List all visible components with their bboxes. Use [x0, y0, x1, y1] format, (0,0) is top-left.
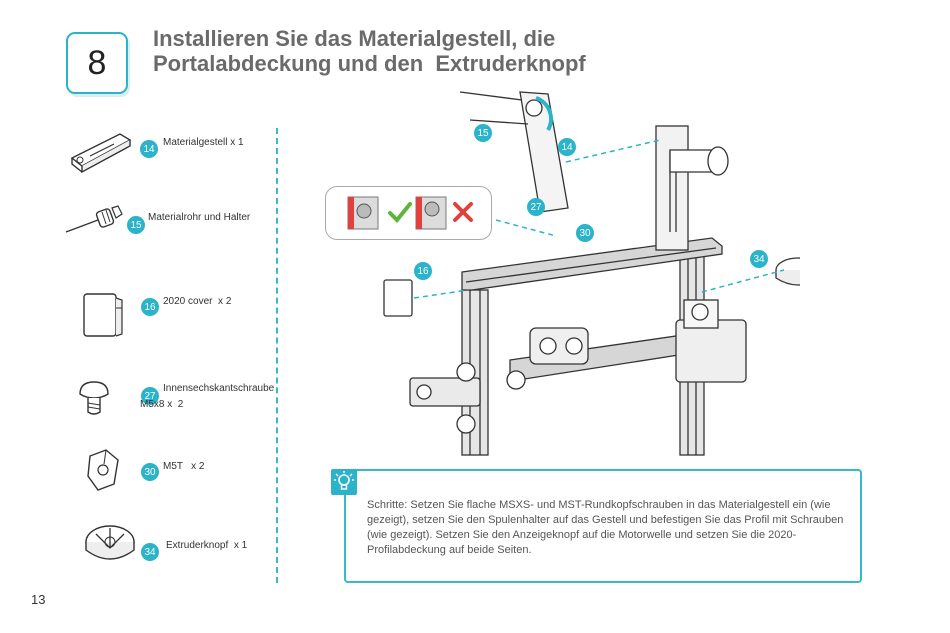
callout-27: 27: [527, 198, 545, 216]
profile-cover-icon: [80, 288, 128, 342]
callout-15: 15: [474, 124, 492, 142]
hex-screw-icon: [74, 376, 122, 418]
part-badge-15: 15: [127, 216, 145, 234]
check-icon: [388, 201, 412, 223]
part-label-30: M5T x 2: [163, 461, 205, 472]
orientation-check-inset: [325, 186, 492, 240]
part-badge-14: 14: [140, 140, 158, 158]
cross-icon: [452, 201, 474, 223]
callout-14: 14: [558, 138, 576, 156]
callout-30: 30: [576, 224, 594, 242]
title-line-1: Installieren Sie das Materialgestell, die: [153, 26, 556, 51]
page-number: 13: [31, 592, 46, 607]
part-label-34: Extruderknopf x 1: [166, 540, 248, 551]
part-badge-16: 16: [141, 298, 159, 316]
page-title: [153, 26, 713, 76]
part-label-16: 2020 cover x 2: [163, 296, 232, 307]
part-label-27: Innensechskantschraube: [163, 383, 275, 394]
part-label-14: Materialgestell x 1: [163, 137, 244, 148]
spool-holder-icon: [68, 128, 134, 178]
part-badge-34: 34: [141, 543, 159, 561]
part-label-27-size: M5x8 x 2: [140, 399, 184, 410]
lightbulb-icon: [331, 469, 357, 495]
title-line-2: Portalabdeckung und den Extruderknopf: [153, 51, 586, 76]
extruder-knob-icon: [82, 520, 140, 568]
callout-34: 34: [750, 250, 768, 268]
callout-16: 16: [414, 262, 432, 280]
t-nut-icon: [84, 446, 124, 492]
printer-assembly-illustration: [300, 80, 800, 460]
tip-text: Schritte: Setzen Sie flache MSXS- und MST-Rundkopfschrauben in das Materialgestell ein (wie gezeigt), setzen Sie den Spulenhalter auf das Gestell und befestigen Sie das Profil mit Schrauben (wie gezeigt). Setzen Sie den Anzeigeknopf auf die Motorwelle und setzen Sie die 2020-Profilabdeckung auf beide Seiten.: [367, 499, 844, 556]
step-number: 8: [87, 43, 107, 82]
part-badge-30: 30: [141, 463, 159, 481]
step-number-box: [66, 32, 128, 94]
part-label-15: Materialrohr und Halter: [148, 212, 251, 223]
column-divider: [276, 128, 278, 583]
material-tube-icon: [64, 200, 126, 236]
part-badge-27: 27: [141, 387, 159, 405]
